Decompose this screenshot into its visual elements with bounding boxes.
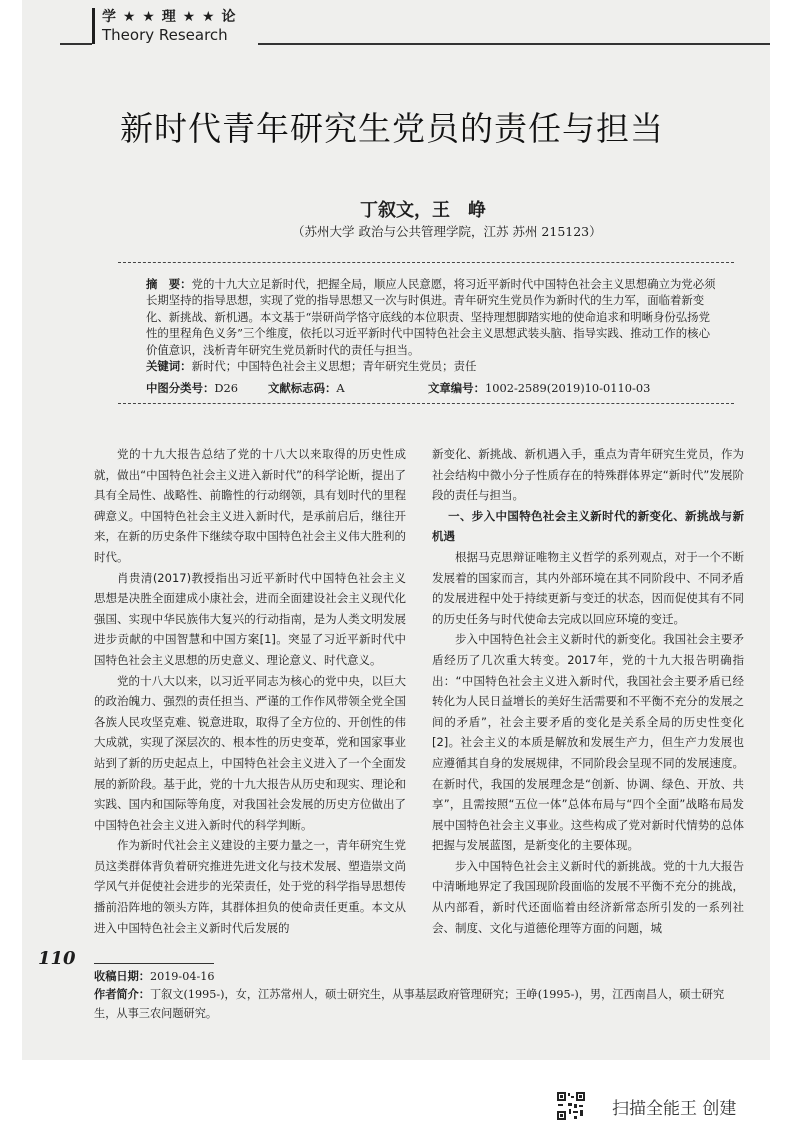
footnote-rule — [94, 963, 214, 964]
body-paragraph-continued: 新变化、新挑战、新机遇入手，重点为青年研究生党员，作为社会结构中微小分子性质存在的特殊群体界定“新时代”发展阶段的责任与担当。 — [432, 447, 744, 503]
article-number — [428, 380, 650, 396]
journal-name-en: Theory Research — [102, 26, 228, 44]
body-paragraph: 作为新时代社会主义建设的主要力量之一，青年研究生党员这类群体背负着研究推进先进文化与技术发展、塑造崇文尚学风气并促使社会进步的光荣责任，处于党的科学指导思想传播前沿阵地的领头方阵，其群体担负的使命责任更重。本文从进入中国特色社会主义新时代后发展的 — [94, 838, 406, 935]
body-paragraph: 肖贵清(2017)教授指出习近平新时代中国特色社会主义思想是决胜全面建成小康社会，进而全面建设社会主义现代化强国、实现中华民族伟大复兴的行动指南，是为人类文明发展进步贡献的中国智慧和中国方案[1]。突显了习近平新时代中国特色社会主义思想的历史意义、理论意义、时代意义。 — [94, 570, 406, 667]
section-heading: 一、步入中国特色社会主义新时代的新变化、新挑战与新机遇 — [432, 508, 744, 544]
abstract-text: 党的十九大立足新时代，把握全局，顺应人民意愿，将习近平新时代中国特色社会主义思想确立为党必须长期坚持的指导思想，实现了党的指导思想又一次与时俱进。青年研究生党员作为新时代的生力军，面临着新变化、新挑战、新机遇。本文基于“崇研尚学恪守底线的本位职责、坚持理想脚踏实地的使命追求和明晰身份弘扬党性的里程角色义务”三个维度，依托以习近平新时代中国特色社会主义思想武装头脑、指导实践、推动工作的核心价值意识，浅析青年研究生党员新时代的责任与担当。 — [146, 277, 716, 357]
keywords-text: 新时代；中国特色社会主义思想；青年研究生党员；责任 — [191, 359, 477, 374]
article-title: 新时代青年研究生党员的责任与担当 — [120, 109, 664, 148]
header-rule — [258, 43, 770, 45]
footnote — [94, 968, 742, 1023]
doc-code-value: A — [336, 381, 345, 395]
author-bio — [94, 986, 742, 1023]
abstract-bottom-rule — [118, 403, 734, 404]
clc-number — [146, 380, 238, 396]
header-rule-left — [60, 43, 92, 45]
received-value: 2019-04-16 — [149, 970, 215, 983]
body-right-column — [432, 444, 744, 938]
received-date — [94, 968, 742, 986]
keywords-label: 关键词： — [146, 359, 192, 374]
running-header — [92, 6, 264, 44]
header-bar — [92, 8, 95, 44]
doc-code-label: 文献标志码： — [268, 381, 337, 395]
qr-code-icon — [556, 1091, 586, 1121]
scanner-watermark: 扫描全能王 创建 — [612, 1099, 737, 1119]
article-no-label: 文章编号： — [428, 381, 485, 395]
body-paragraph: 根据马克思辩证唯物主义哲学的系列观点，对于一个不断发展着的国家而言，其内外部环境在其不同阶段中、不同矛盾的发展进程中处于持续更新与变迁的状态，因而促使其有不同的历史任务与时代使命去完成以回应环境的变迁。 — [432, 549, 744, 626]
keywords — [146, 358, 718, 374]
article-authors: 丁叙文，王 峥 — [360, 200, 486, 221]
body-paragraph: 党的十八大以来，以习近平同志为核心的党中央，以巨大的政治魄力、强烈的责任担当、严谨的工作作风带领全党全国各族人民攻坚克难、锐意进取，取得了全方位的、开创性的伟大成就，实现了深层次的、根本性的历史变革，党和国家事业站到了新的历史起点上，中国特色社会主义进入了一个全面发展的新阶段。基于此，党的十九大报告从历史和现实、理论和实践、国内和国际等角度，对我国社会发展的历史方位做出了中国特色社会主义进入新时代的科学判断。 — [94, 673, 406, 832]
document-code — [268, 380, 345, 396]
abstract-top-rule — [118, 262, 734, 263]
body-left-column — [94, 444, 406, 938]
body-paragraph: 党的十九大报告总结了党的十八大以来取得的历史性成就，做出“中国特色社会主义进入新时代”的科学论断，提出了具有全局性、战略性、前瞻性的行动纲领，具有划时代的里程碑意义。中国特色社会主义进入新时代，是承前启后，继往开来，在新的历史条件下继续夺取中国特色社会主义伟大胜利的时代。 — [94, 447, 406, 564]
abstract-block — [146, 276, 718, 374]
body-paragraph: 步入中国特色社会主义新时代的新挑战。党的十九大报告中清晰地界定了我国现阶段面临的发展不平衡不充分的挑战，从内部看，新时代还面临着由经济新常态所引发的一系列社会、制度、文化与道德伦理等方面的问题，城 — [432, 858, 744, 935]
bio-label: 作者简介： — [94, 988, 150, 1002]
clc-value: D26 — [214, 381, 238, 395]
article-no-value: 1002-2589(2019)10-0110-03 — [484, 381, 651, 395]
abstract-label: 摘 要： — [146, 277, 192, 291]
journal-name-cn: 学 ★ ★ 理 ★ ★ 论 — [102, 9, 237, 25]
body-paragraph: 步入中国特色社会主义新时代的新变化。我国社会主要矛盾经历了几次重大转变。2017年，党的十九大报告明确指出：“中国特色社会主义进入新时代，我国社会主要矛盾已经转化为人民日益增长的美好生活需要和不平衡不充分的发展之间的矛盾”，社会主要矛盾的变化是关系全局的历史性变化[2]。社会主义的本质是解放和发展生产力，但生产力发展也应遵循其自身的发展规律，不同阶段会呈现不同的发展速度。在新时代，我国的发展理念是“创新、协调、绿色、开放、共享”，且需按照“五位一体”总体布局与“四个全面”战略布局发展中国特色社会主义事业。这些构成了党对新时代情势的总体把握与发展蓝图，是新变化的主要体现。 — [432, 632, 744, 853]
received-label: 收稿日期： — [94, 970, 150, 983]
bio-text: 丁叙文(1995-)，女，江苏常州人，硕士研究生，从事基层政府管理研究；王峥(1995-)，男，江西南昌人，硕士研究生，从事三农问题研究。 — [94, 988, 725, 1020]
article-affiliation: （苏州大学 政治与公共管理学院，江苏 苏州 215123） — [292, 224, 602, 239]
clc-label: 中图分类号： — [146, 381, 215, 395]
page-number: 110 — [38, 948, 76, 969]
abstract — [146, 276, 718, 358]
